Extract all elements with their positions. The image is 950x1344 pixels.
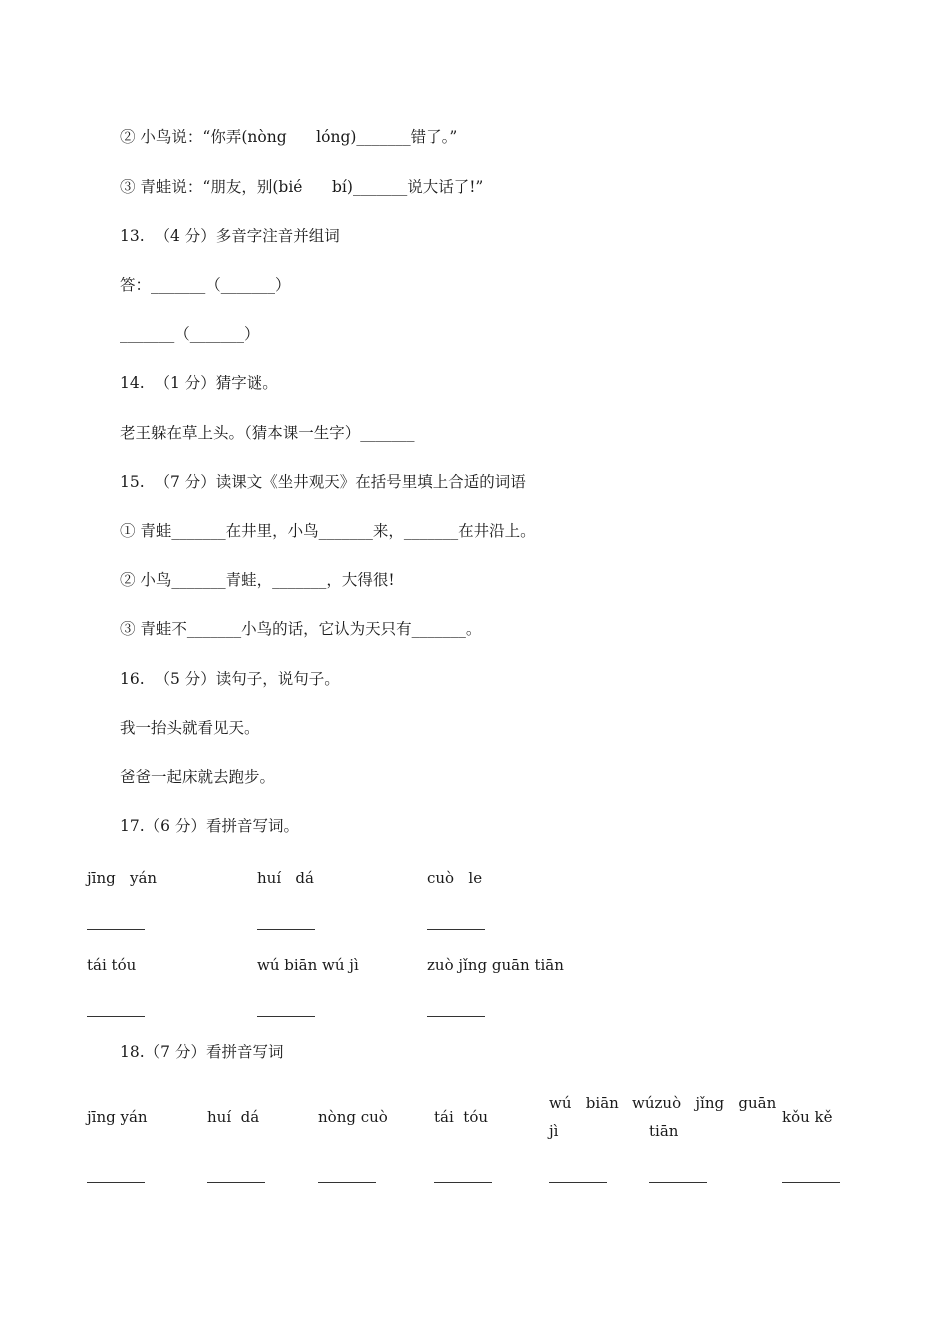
q17-pinyin: zuò jǐng guān tiān — [427, 956, 564, 974]
q13-answer-1: 答：_______（_______） — [120, 276, 291, 294]
q15-line-2: ② 小鸟_______青蛙，_______，大得很! — [120, 571, 395, 589]
q17-pinyin: tái tóu — [87, 956, 137, 974]
q15-title: 15. （7 分）读课文《坐井观天》在括号里填上合适的词语 — [120, 473, 526, 491]
answer-blank[interactable] — [207, 1181, 265, 1183]
q14-text: 老王躲在草上头。（猜本课一生字）_______ — [120, 424, 415, 442]
q17-pinyin: huí dá — [257, 869, 314, 887]
answer-blank[interactable] — [434, 1181, 492, 1183]
q17-pinyin: wú biān wú jì — [257, 956, 359, 974]
q14-title: 14. （1 分）猜字谜。 — [120, 374, 278, 392]
q18-pinyin: kǒu kě — [782, 1108, 833, 1126]
q18-pinyin: jīng yán — [87, 1108, 148, 1126]
q18-pinyin: wú biān — [549, 1094, 619, 1112]
answer-blank[interactable] — [257, 928, 315, 930]
q13-title: 13. （4 分）多音字注音并组词 — [120, 227, 340, 245]
q17-pinyin: jīng yán — [87, 869, 158, 887]
answer-blank[interactable] — [649, 1181, 707, 1183]
q17-title: 17.（6 分）看拼音写词。 — [120, 817, 299, 835]
q16-line-2: 爸爸一起床就去跑步。 — [120, 768, 276, 786]
q18-pinyin: tái tóu — [434, 1108, 489, 1126]
q16-title: 16. （5 分）读句子，说句子。 — [120, 670, 340, 688]
answer-blank[interactable] — [782, 1181, 840, 1183]
q13-answer-2: _______（_______） — [120, 325, 260, 343]
answer-blank[interactable] — [257, 1015, 315, 1017]
q18-title: 18.（7 分）看拼音写词 — [120, 1043, 284, 1061]
q18-pinyin: jì — [549, 1122, 559, 1140]
answer-blank[interactable] — [87, 1015, 145, 1017]
q18-pinyin: huí dá — [207, 1108, 260, 1126]
q15-line-1: ① 青蛙_______在井里，小鸟_______来，_______在井沿上。 — [120, 522, 536, 540]
q12-line-3: ③ 青蛙说：“朋友，别(bié bí)_______说大话了!” — [120, 178, 484, 196]
q17-pinyin: cuò le — [427, 869, 483, 887]
answer-blank[interactable] — [427, 1015, 485, 1017]
answer-blank[interactable] — [318, 1181, 376, 1183]
q18-pinyin: nòng cuò — [318, 1108, 388, 1126]
q15-line-3: ③ 青蛙不_______小鸟的话，它认为天只有_______。 — [120, 620, 482, 638]
answer-blank[interactable] — [427, 928, 485, 930]
answer-blank[interactable] — [87, 1181, 145, 1183]
q16-line-1: 我一抬头就看见天。 — [120, 719, 260, 737]
answer-blank[interactable] — [549, 1181, 607, 1183]
q18-pinyin: wúzuò jǐng guān — [632, 1094, 777, 1112]
q18-pinyin: tiān — [649, 1122, 679, 1140]
answer-blank[interactable] — [87, 928, 145, 930]
q12-line-2: ② 小鸟说：“你弄(nòng lóng)_______错了。” — [120, 128, 458, 146]
